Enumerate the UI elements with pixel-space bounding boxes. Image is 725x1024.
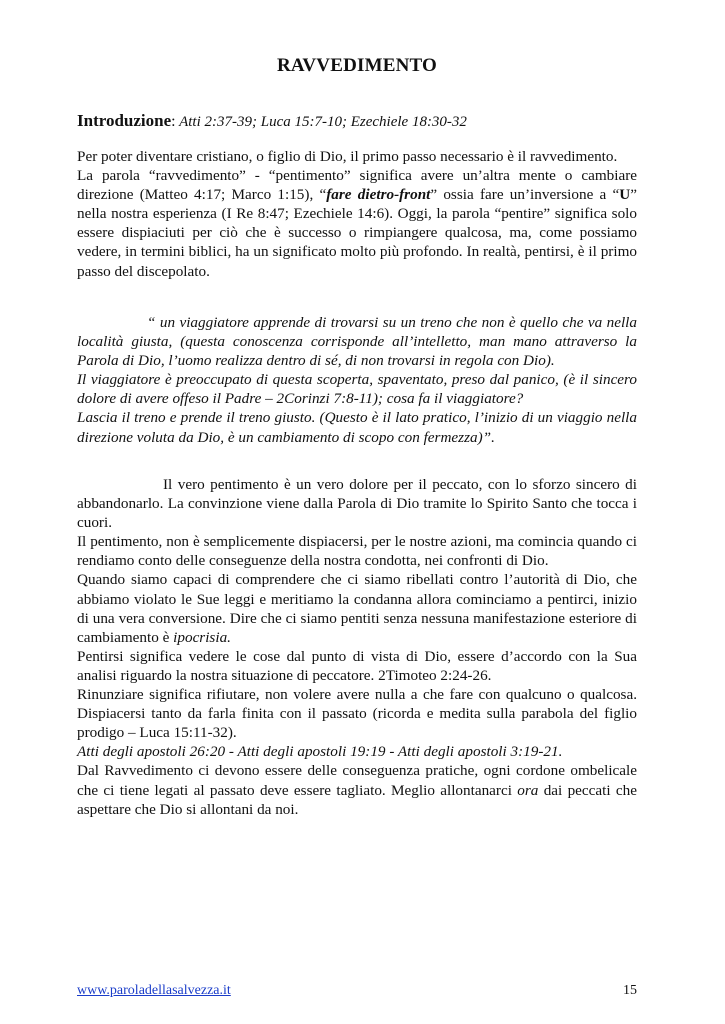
- text-run: La parola “ravvedimento” - “pentimento” significa avere un’altra mente o cambiare direzione (Matteo 4:17; Marco 1:15), “: [77, 167, 637, 204]
- paragraph: Pentirsi significa vedere le cose dal punto di vista di Dio, essere d’accordo con la Sua analisi riguardo la nostra situazione di peccatore. 2Timoteo 2:24-26.: [77, 647, 637, 684]
- text-run: dai peccati che aspettare che Dio si allontani da noi.: [77, 781, 637, 818]
- intro-references: Atti 2:37-39; Luca 15:7-10; Ezechiele 18:30-32: [175, 114, 467, 130]
- intro-line: [77, 111, 637, 131]
- intro-label: Introduzione: [77, 111, 172, 130]
- quote-paragraph: “ un viaggiatore apprende di trovarsi su un treno che non è quello che va nella località giusta, (questa conoscenza corrisponde all’intelletto, man mano attraverso la Parola di Dio, l’uomo realizza dentro di sé, di non trovarsi in regola con Dio).: [77, 314, 637, 370]
- paragraph: [77, 166, 637, 281]
- quote-paragraph: Il viaggiatore è preoccupato di questa scoperta, spaventato, preso dal panico, (è il sincero dolore di avere offeso il Padre – 2Corinzi 7:8-11); cosa fa il viaggiatore?: [77, 371, 637, 408]
- text-run: Dal Ravvedimento ci devono essere delle conseguenza pratiche, ogni cordone ombelicale che ci tiene legati al passato deve essere tagliato. Meglio allontanarci: [77, 762, 637, 799]
- emphasis-text: fare dietro-front: [326, 186, 431, 204]
- page-title: RAVVEDIMENTO: [276, 55, 438, 76]
- paragraph: [77, 761, 637, 818]
- bold-letter: U: [619, 186, 631, 204]
- paragraph: Per poter diventare cristiano, o figlio di Dio, il primo passo necessario è il ravvedimento.: [77, 148, 618, 165]
- text-run: ” nella nostra esperienza (I Re 8:47; Ezechiele 14:6). Oggi, la parola “pentire” significa solo essere dispiaciuti per ciò che è successo o rimpiangere qualcosa, ma, come possiamo vedere, in termini biblici, ha un significato molto più profondo. In realtà, pentirsi, è il primo passo del discepolato.: [77, 186, 637, 280]
- emphasis-text: ipocrisia.: [173, 628, 231, 646]
- paragraph: [77, 570, 637, 646]
- emphasis-text: ora: [517, 781, 539, 799]
- paragraph: Il pentimento, non è semplicemente dispiacersi, per le nostre azioni, ma comincia quando ci rendiamo conto delle conseguenze della nostra condotta, nei confronti di Dio.: [77, 533, 637, 570]
- section-introduction-text: [77, 147, 637, 281]
- quote-paragraph: Lascia il treno e prende il treno giusto. (Questo è il lato pratico, l’inizio di un viaggio nella direzione voluta da Dio, è un cambiamento di scopo con fermezza)”.: [77, 409, 637, 446]
- text-run: ” ossia fare un’inversione a “: [430, 186, 620, 204]
- intro-colon: :: [171, 113, 176, 130]
- paragraph: Il vero pentimento è un vero dolore per il peccato, con lo sforzo sincero di abbandonarlo. La convinzione viene dalla Parola di Dio tramite lo Spirito Santo che tocca i cuori.: [77, 476, 637, 532]
- section-body-text: [77, 475, 637, 819]
- paragraph: Rinunziare significa rifiutare, non volere avere nulla a che fare con qualcuno o qualcosa. Dispiacersi tanto da farla finita con il passato (ricorda e medita sulla parabola del figlio prodigo – Luca 15:11-32).: [77, 686, 637, 742]
- quotation-block: [77, 313, 637, 447]
- page-number: 15: [623, 983, 637, 998]
- text-run: Quando siamo capaci di comprendere che ci siamo ribellati contro l’autorità di Dio, che abbiamo violato le Sue leggi e meritiamo la condanna allora cominciamo a pentirci, inizio di una vera conversione. Dire che ci siamo pentiti senza nessuna manifestazione esteriore di cambiamento è: [77, 571, 637, 646]
- scripture-references: Atti degli apostoli 26:20 - Atti degli apostoli 19:19 - Atti degli apostoli 3:19-21.: [77, 743, 563, 761]
- footer-website-link[interactable]: www.paroladellasalvezza.it: [77, 983, 231, 998]
